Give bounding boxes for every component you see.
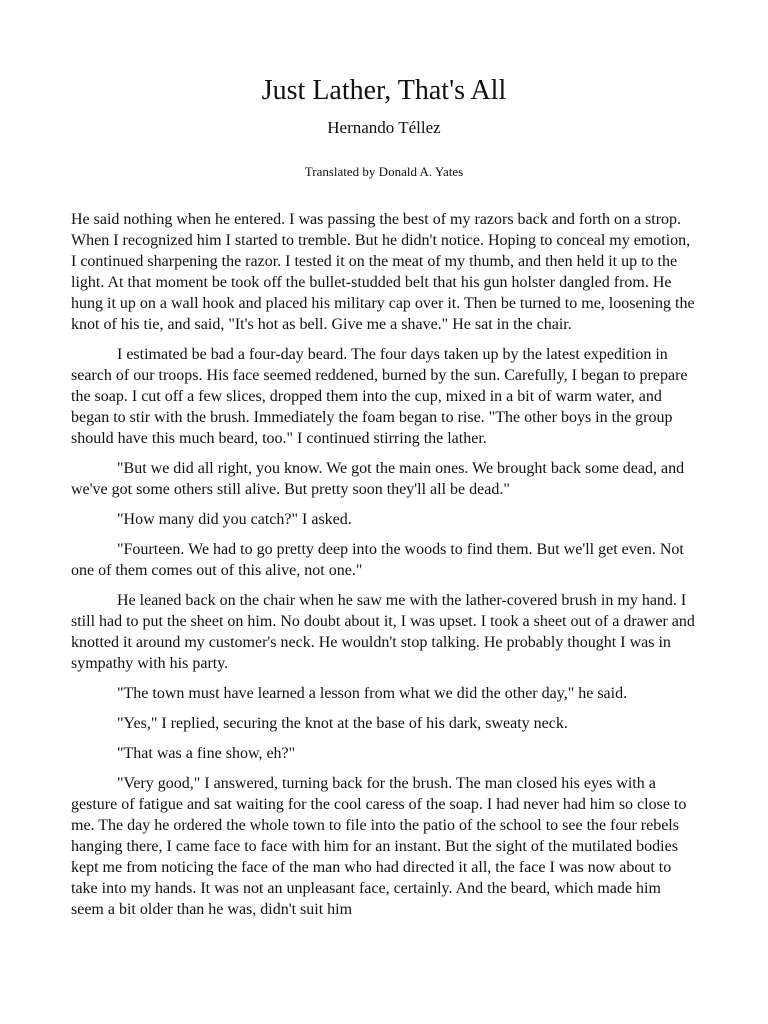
document-body xyxy=(71,209,697,929)
paragraph: He leaned back on the chair when he saw me with the lather-covered brush in my hand. I still had to put the sheet on him. No doubt about it, I was upset. I took a sheet out of a drawer and knotted it around my customer's neck. He wouldn't stop talking. He probably thought I was in sympathy with his party. xyxy=(71,592,695,672)
paragraph: "How many did you catch?" I asked. xyxy=(117,511,352,528)
paragraph: I estimated be bad a four-day beard. The four days taken up by the latest expedition in search of our troops. His face seemed reddened, burned by the sun. Carefully, I began to prepare the soap. I cut off a few slices, dropped them into the cup, mixed in a bit of warm water, and began to stir with the brush. Immediately the foam began to rise. "The other boys in the group should have this much beard, too." I continued stirring the lather. xyxy=(71,346,688,447)
paragraph: "Yes," I replied, securing the knot at the base of his dark, sweaty neck. xyxy=(117,715,568,732)
paragraph: "Very good," I answered, turning back for the brush. The man closed his eyes with a gesture of fatigue and sat waiting for the cool caress of the soap. I had never had him so close to me. The day he ordered the whole town to file into the patio of the school to see the four rebels hanging there, I came face to face with him for an instant. But the sight of the mutilated bodies kept me from noticing the face of the man who had directed it all, the face I was now about to take into my hands. It was not an unpleasant face, certainly. And the beard, which made him seem a bit older than he was, didn't suit him xyxy=(71,775,687,918)
document-translator: Translated by Donald A. Yates xyxy=(304,164,464,179)
paragraph: "But we did all right, you know. We got the main ones. We brought back some dead, and we've got some others still alive. But pretty soon they'll all be dead." xyxy=(71,460,685,498)
document-author: Hernando Téllez xyxy=(327,118,441,137)
paragraph: "The town must have learned a lesson from what we did the other day," he said. xyxy=(117,685,628,702)
paragraph: "That was a fine show, eh?" xyxy=(117,745,296,762)
document-title: Just Lather, That's All xyxy=(261,75,507,106)
paragraph: "Fourteen. We had to go pretty deep into the woods to find them. But we'll get even. Not one of them comes out of this alive, not one." xyxy=(71,541,684,579)
paragraph: He said nothing when he entered. I was passing the best of my razors back and forth on a strop. When I recognized him I started to tremble. But he didn't notice. Hoping to conceal my emotion, I continued sharpening the razor. I tested it on the meat of my thumb, and then held it up to the light. At that moment be took off the bullet-studded belt that his gun holster dangled from. He hung it up on a wall hook and placed his military cap over it. Then be turned to me, loosening the knot of his tie, and said, "It's hot as bell. Give me a shave." He sat in the chair. xyxy=(71,211,695,333)
